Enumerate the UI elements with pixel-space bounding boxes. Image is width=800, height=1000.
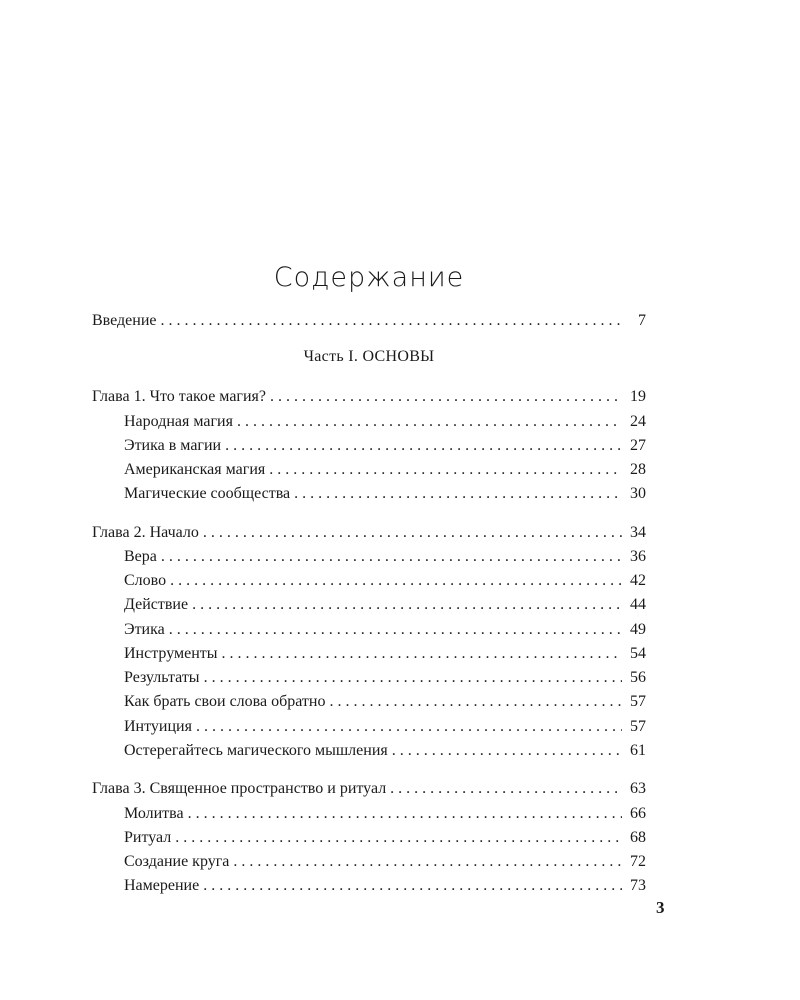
part-heading: Часть I. ОСНОВЫ (303, 348, 435, 365)
toc-section-label: Магические сообщества (124, 485, 291, 502)
toc-section[interactable] (124, 803, 646, 825)
toc-section-label: Молитва (124, 805, 184, 822)
toc-chapter-label: Глава 3. Священное пространство и ритуал (92, 780, 387, 797)
toc-entry-label: Введение (92, 312, 157, 329)
toc-section-label: Ритуал (124, 829, 172, 846)
toc-section[interactable] (124, 411, 646, 433)
dot-leader (196, 716, 622, 738)
page-number: 3 (656, 898, 665, 917)
toc-section-label: Инструменты (124, 645, 218, 662)
toc-section[interactable] (124, 667, 646, 689)
toc-section-label: Действие (124, 596, 189, 613)
dot-leader (170, 570, 622, 592)
toc-section-label: Вера (124, 548, 157, 565)
dot-leader (233, 851, 622, 873)
toc-section[interactable] (124, 435, 646, 457)
toc-section-label: Как брать свои слова обратно (124, 693, 326, 710)
toc-section[interactable] (124, 827, 646, 849)
toc-section-label: Интуиция (124, 718, 192, 735)
toc-entry-page: 44 (630, 596, 646, 613)
toc-entry-page: 68 (630, 829, 646, 846)
toc-section-label: Намерение (124, 877, 200, 894)
toc-section[interactable] (124, 851, 646, 873)
toc-entry-page: 27 (630, 437, 646, 454)
dot-leader (161, 310, 623, 332)
toc-entry-page: 57 (630, 693, 646, 710)
toc-entry-page: 34 (630, 524, 646, 541)
toc-entry-page: 73 (630, 877, 646, 894)
toc-entry-page: 57 (630, 718, 646, 735)
toc-section[interactable] (124, 691, 646, 713)
toc-section[interactable] (124, 716, 646, 738)
dot-leader (188, 803, 622, 825)
dot-leader (204, 667, 622, 689)
dot-leader (270, 386, 622, 408)
dot-leader (237, 411, 622, 433)
toc-entry-page: 24 (630, 413, 646, 430)
toc-chapter-1[interactable] (92, 386, 646, 408)
toc-entry-page: 36 (630, 548, 646, 565)
dot-leader (225, 435, 622, 457)
toc-entry-page: 28 (630, 461, 646, 478)
toc-chapter-label: Глава 2. Начало (92, 524, 199, 541)
toc-chapter-2[interactable] (92, 522, 646, 544)
toc-section-label: Американская магия (124, 461, 266, 478)
dot-leader (329, 691, 622, 713)
toc-entry-page: 49 (630, 621, 646, 638)
toc-entry-page: 66 (630, 805, 646, 822)
toc-entry-page: 61 (630, 742, 646, 759)
toc-entry-page: 30 (630, 485, 646, 502)
dot-leader (222, 643, 622, 665)
toc-section-label: Создание круга (124, 853, 230, 870)
toc-chapter-3[interactable] (92, 778, 646, 800)
toc-section-label: Результаты (124, 669, 200, 686)
toc-section-label: Остерегайтесь магического мышления (124, 742, 388, 759)
toc-section[interactable] (124, 483, 646, 505)
toc-entry-page: 56 (630, 669, 646, 686)
toc-entry-intro[interactable] (92, 310, 646, 332)
toc-section[interactable] (124, 740, 646, 762)
toc-entry-page: 54 (630, 645, 646, 662)
dot-leader (392, 740, 622, 762)
toc-section[interactable] (124, 546, 646, 568)
dot-leader (161, 546, 622, 568)
toc-entry-page: 63 (630, 780, 646, 797)
toc-section-label: Этика (124, 621, 165, 638)
dot-leader (203, 875, 622, 897)
dot-leader (294, 483, 622, 505)
toc-section-label: Народная магия (124, 413, 233, 430)
toc-entry-page: 72 (630, 853, 646, 870)
dot-leader (390, 778, 622, 800)
toc-section[interactable] (124, 570, 646, 592)
dot-leader (175, 827, 622, 849)
toc-section[interactable] (124, 875, 646, 897)
toc-section[interactable] (124, 619, 646, 641)
dot-leader (192, 594, 622, 616)
dot-leader (169, 619, 622, 641)
dot-leader (269, 459, 622, 481)
toc-entry-page: 42 (630, 572, 646, 589)
toc-section-label: Слово (124, 572, 167, 589)
toc-section-label: Этика в магии (124, 437, 222, 454)
toc-entry-page: 7 (638, 312, 646, 329)
toc-section[interactable] (124, 594, 646, 616)
toc-entry-page: 19 (630, 388, 646, 405)
toc-section[interactable] (124, 643, 646, 665)
toc-chapter-label: Глава 1. Что такое магия? (92, 388, 267, 405)
dot-leader (203, 522, 622, 544)
page-title: Содержание (273, 262, 465, 293)
toc-section[interactable] (124, 459, 646, 481)
